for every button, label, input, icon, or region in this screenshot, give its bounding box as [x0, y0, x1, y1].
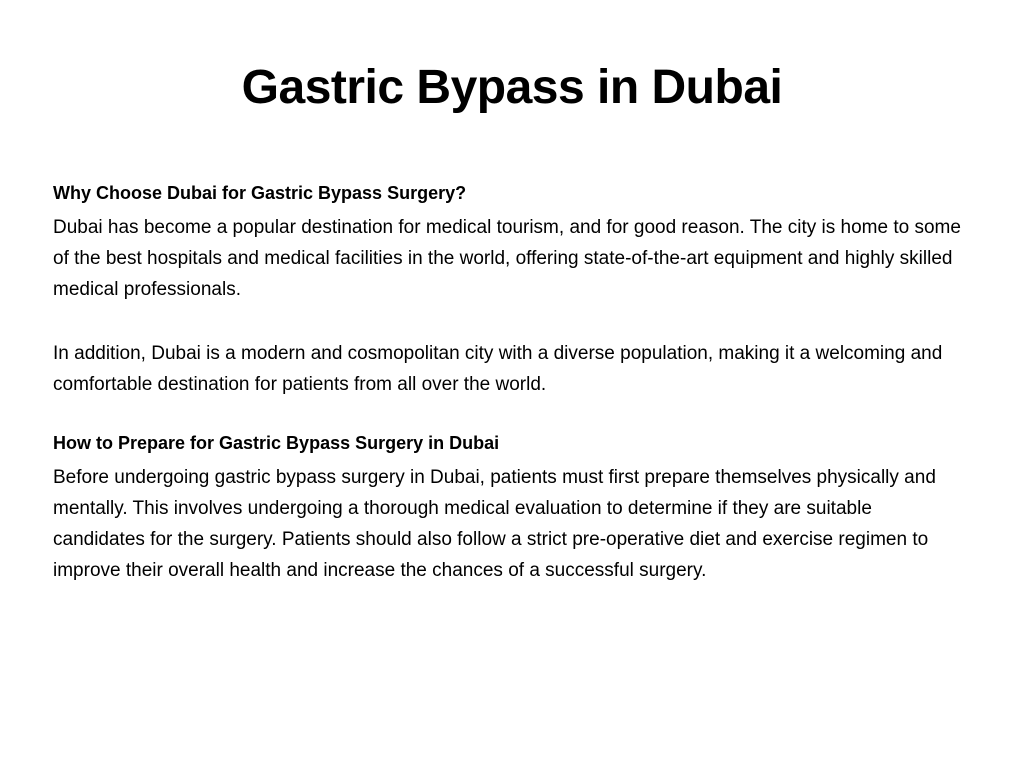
slide-title: Gastric Bypass in Dubai	[241, 61, 783, 114]
section-spacer	[53, 400, 968, 430]
paragraph-medical-tourism: Dubai has become a popular destination for medical tourism, and for good reason. The city is home to some of the best hospitals and medical facilities in the world, offering state-of-the-art equipment and highly skilled medical professionals.	[53, 217, 961, 300]
section-heading-why-dubai: Why Choose Dubai for Gastric Bypass Surgery?	[53, 183, 467, 203]
paragraph-preparation: Before undergoing gastric bypass surgery in Dubai, patients must first prepare themselves physically and mentally. This involves undergoing a thorough medical evaluation to determine if they are suitable candidates for the surgery. Patients should also follow a strict pre-operative diet and exercise regimen to improve their overall health and increase the chances of a successful surgery.	[53, 467, 936, 581]
section-heading-how-to-prepare: How to Prepare for Gastric Bypass Surgery in Dubai	[53, 433, 500, 453]
slide-content	[53, 180, 968, 586]
paragraph-spacer	[53, 305, 968, 338]
paragraph-cosmopolitan-city: In addition, Dubai is a modern and cosmopolitan city with a diverse population, making it a welcoming and comfortable destination for patients from all over the world.	[53, 343, 943, 395]
